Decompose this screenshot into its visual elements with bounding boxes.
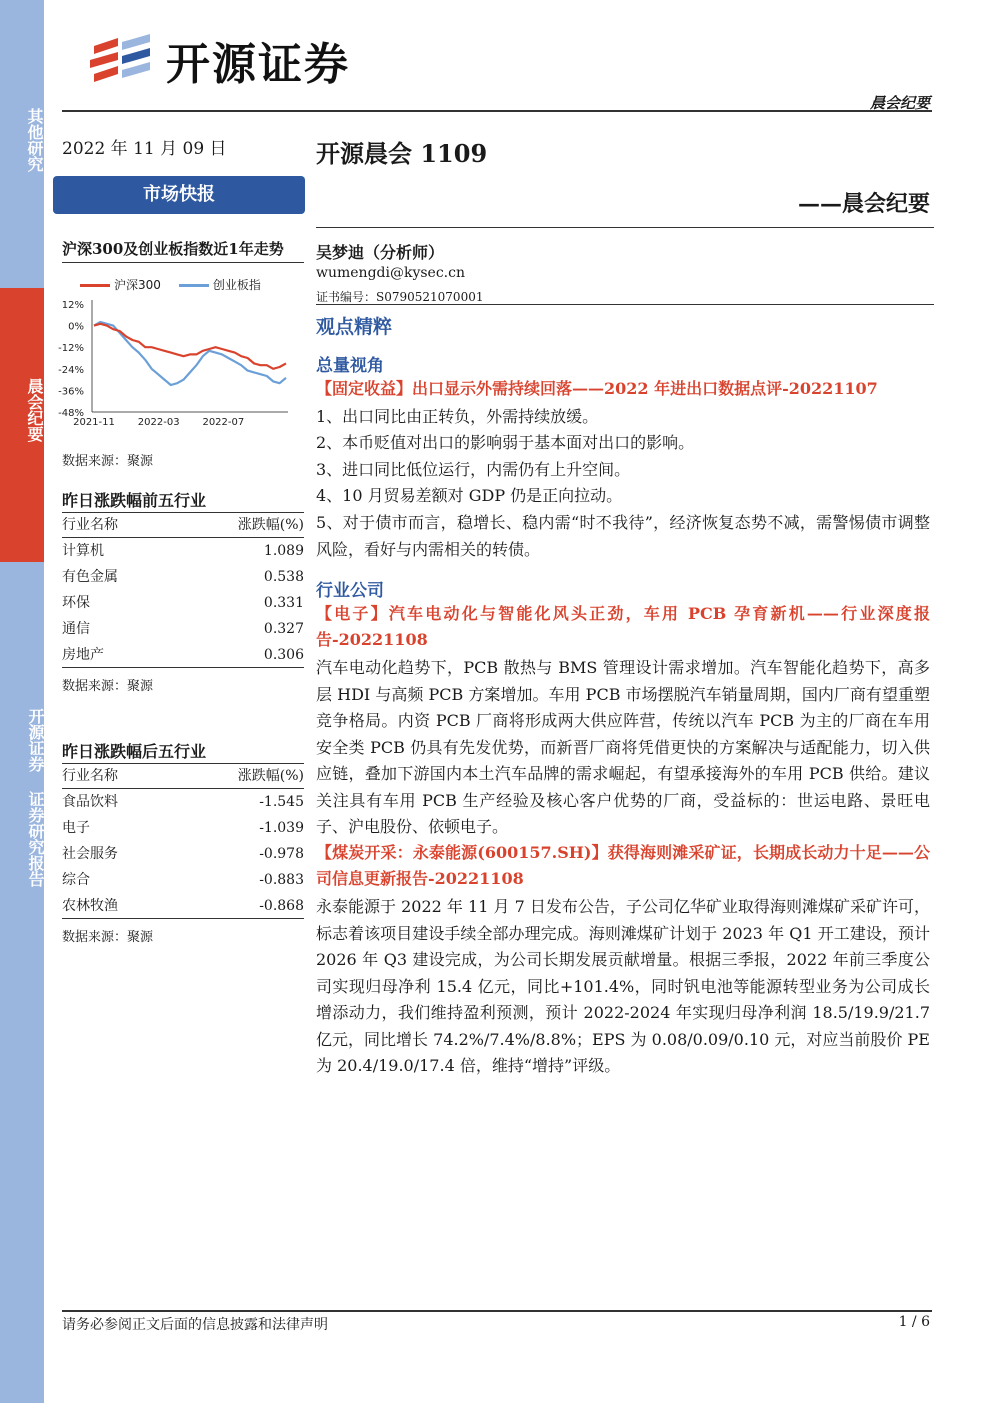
sidebar-mid-label: 晨会纪要 [25, 378, 44, 442]
item1-title: 【固定收益】出口显示外需持续回落——2022 年进出口数据点评-20221107 [316, 379, 878, 398]
table-row [62, 893, 304, 919]
industry-change: -0.978 [259, 846, 304, 862]
report-type-label: 晨会纪要 [869, 94, 930, 112]
item1-point: 4、10 月贸易差额对 GDP 仍是正向拉动。 [316, 486, 623, 505]
legend-label-hs300: 沪深300 [114, 278, 161, 292]
table-row [62, 789, 304, 815]
sidebar-top-label: 其他研究 [25, 108, 44, 172]
table-row [62, 538, 304, 564]
industry-name: 综合 [62, 872, 90, 888]
x-tick-label: 2021-11 [73, 417, 115, 428]
industry-change: 0.538 [263, 569, 304, 585]
footer-disclaimer: 请务必参阅正文后面的信息披露和法律声明 [62, 1317, 328, 1333]
col-change: 涨跌幅(%) [237, 517, 304, 533]
industry-change: 0.331 [263, 595, 304, 611]
chart-source: 数据来源：聚源 [62, 454, 154, 469]
legend-item-hs300 [80, 276, 161, 293]
industry-name: 环保 [62, 595, 90, 611]
legend-swatch-chinext [179, 284, 209, 287]
analyst-email[interactable]: wumengdi@kysec.cn [316, 265, 465, 281]
gainers-source: 数据来源：聚源 [62, 679, 154, 694]
item1-point: 1、出口同比由正转负，外需持续放缓。 [316, 407, 599, 426]
industry-change: 0.327 [263, 621, 304, 637]
col-industry-name: 行业名称 [62, 768, 118, 784]
industry-change: 1.089 [263, 543, 304, 559]
market-flash-badge: 市场快报 [53, 176, 305, 214]
subtitle-divider [316, 227, 934, 228]
index-line-chart [56, 296, 306, 436]
legend-label-chinext: 创业板指 [212, 278, 261, 292]
y-tick-label: -12% [58, 343, 84, 355]
series-line-hs300 [94, 324, 286, 369]
y-tick-label: 0% [68, 321, 84, 333]
item3-body: 永泰能源于 2022 年 11 月 7 日发布公告，子公司亿华矿业取得海则滩煤矿采矿许可，标志着该项目建设手续全部办理完成。海则滩煤矿计划于 2023 年 Q1 开工建设，预计 2026 年 Q3 建设完成，为公司长期发展贡献增量。根据三季报，2022 年前三季度公司实现归母净利 15.4 亿元，同比+101.4%，同时钒电池等能源转型业务为公司成长增添动力，我们维持盈利预测，预计 2022-2024 年实现归母净利润 18.5/19.9/21.7 亿元，同比增长 74.2%/7.4%/8.8%；EPS 为 0.08/0.09/0.10 元，对应当前股价 PE 为 20.4/19.0/17.4 倍，维持“增持”评级。 [316, 897, 930, 1075]
col-industry-name: 行业名称 [62, 517, 118, 533]
table-row [62, 841, 304, 867]
table-row [62, 616, 304, 642]
item1-point: 5、对于债市而言，稳增长、稳内需“时不我待”，经济恢复态势不减，需警惕债市调整风险，看好与内需相关的转债。 [316, 513, 930, 559]
industry-change: 0.306 [263, 647, 304, 663]
item1-point: 2、本币贬值对出口的影响弱于基本面对出口的影响。 [316, 433, 695, 452]
losers-table [62, 763, 304, 919]
industry-name: 通信 [62, 621, 90, 637]
report-title: 开源晨会 1109 [316, 139, 488, 168]
y-tick-label: 12% [61, 300, 84, 311]
y-tick-label: -36% [58, 386, 84, 398]
sidebar-bottom-label: 开源证券 证券研究报告 [26, 708, 45, 887]
brand-logo [88, 30, 350, 90]
section-industry-heading: 行业公司 [316, 581, 384, 601]
industry-name: 有色金属 [62, 569, 118, 585]
losers-table-header [62, 763, 304, 789]
chart-heading: 沪深300及创业板指数近1年走势 [62, 240, 284, 258]
chart-heading-rule [62, 262, 304, 263]
gainers-table-header [62, 512, 304, 538]
header-divider [62, 110, 932, 112]
x-tick-label: 2022-07 [202, 417, 245, 428]
industry-change: -0.883 [259, 872, 304, 888]
footer-divider [62, 1310, 932, 1312]
industry-name: 食品饮料 [62, 794, 118, 810]
page-number: 1 / 6 [898, 1314, 930, 1330]
report-subtitle: ——晨会纪要 [797, 191, 930, 217]
y-tick-label: -48% [58, 408, 84, 419]
industry-change: -1.545 [259, 794, 304, 810]
losers-source: 数据来源：聚源 [62, 930, 154, 945]
highlights-heading: 观点精粹 [316, 316, 393, 338]
report-date: 2022 年 11 月 09 日 [62, 139, 227, 159]
section-macro-heading: 总量视角 [316, 356, 384, 376]
legend-swatch-hs300 [80, 284, 110, 287]
col-change: 涨跌幅(%) [237, 768, 304, 784]
brand-name: 开源证券 [166, 39, 350, 90]
item1-point: 3、进口同比低位运行，内需仍有上升空间。 [316, 460, 631, 479]
analyst-divider [316, 304, 934, 305]
industry-change: -0.868 [259, 898, 304, 914]
item2-title: 【电子】汽车电动化与智能化风头正劲，车用 PCB 孕育新机——行业深度报告-20221108 [316, 604, 930, 649]
table-row [62, 564, 304, 590]
industry-change: -1.039 [259, 820, 304, 836]
industry-name: 计算机 [62, 543, 104, 559]
analyst-name: 吴梦迪（分析师） [316, 243, 445, 262]
gainers-heading: 昨日涨跌幅前五行业 [62, 491, 207, 510]
gainers-table [62, 512, 304, 668]
table-row [62, 642, 304, 668]
table-row [62, 815, 304, 841]
item3-title: 【煤炭开采：永泰能源(600157.SH)】获得海则滩采矿证，长期成长动力十足——公司信息更新报告-20221108 [316, 843, 930, 888]
left-sidebar [0, 0, 44, 1403]
item2-body: 汽车电动化趋势下，PCB 散热与 BMS 管理设计需求增加。汽车智能化趋势下，高多层 HDI 与高频 PCB 方案增加。车用 PCB 市场摆脱汽车销量周期，国内厂商有望重塑竞争格局。内资 PCB 厂商将形成两大供应阵营，传统以汽车 PCB 为主的厂商在车用安全类 PCB 仍具有先发优势，而新晋厂商将凭借更快的方案解决与适配能力，切入供应链，叠加下游国内本土汽车品牌的需求崛起，有望承接海外的车用 PCB 供给。建议关注具有车用 PCB 生产经验及核心客户优势的厂商，受益标的：世运电路、景旺电子、沪电股份、依顿电子。 [316, 658, 930, 836]
losers-heading: 昨日涨跌幅后五行业 [62, 742, 207, 761]
industry-name: 农林牧渔 [62, 898, 118, 914]
brand-mark-icon [88, 32, 152, 88]
legend-item-chinext [179, 276, 261, 293]
industry-name: 房地产 [62, 647, 104, 663]
table-row [62, 867, 304, 893]
industry-name: 电子 [62, 820, 90, 836]
y-tick-label: -24% [58, 364, 84, 376]
x-tick-label: 2022-03 [137, 417, 180, 428]
analyst-cert: 证书编号：S0790521070001 [316, 290, 484, 304]
chart-legend [80, 276, 261, 293]
table-row [62, 590, 304, 616]
industry-name: 社会服务 [62, 846, 118, 862]
